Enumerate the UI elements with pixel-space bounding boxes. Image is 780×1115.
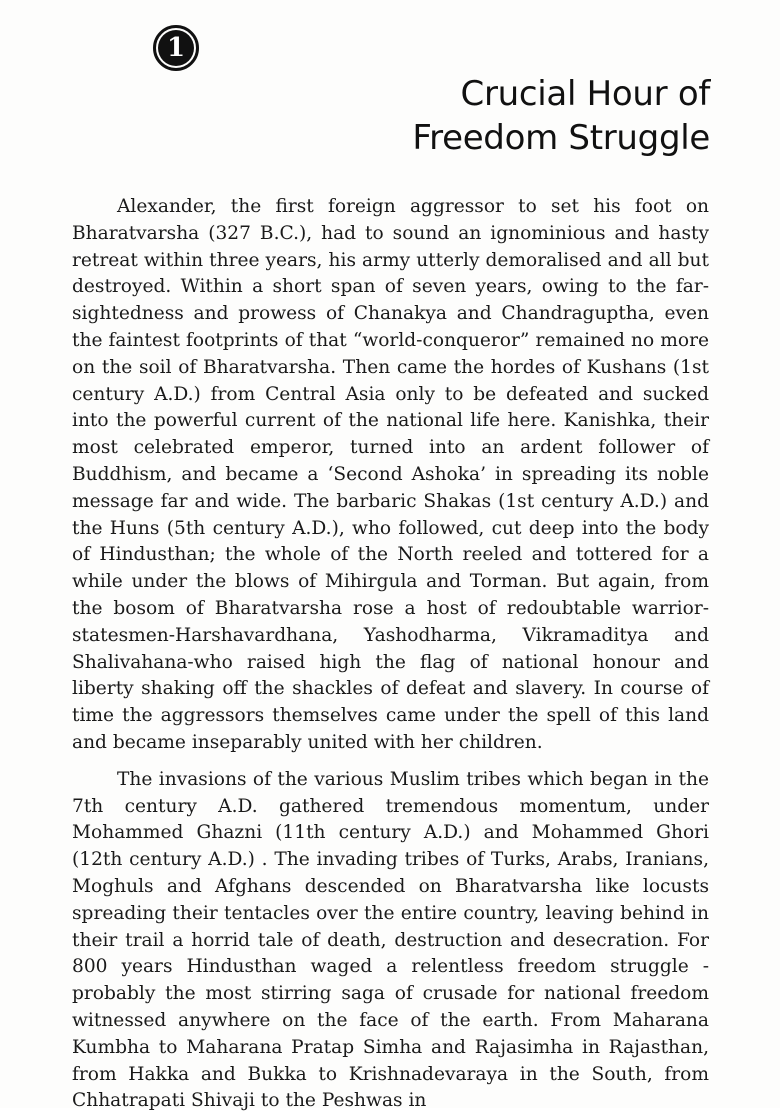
paragraph-2: The invasions of the various Muslim tribes which began in the 7th century A.D. gathered tremendous momentum, under Mohammed Ghazni (11th century A.D.) and Mohammed Ghori (12th century A.D.) . The invading tribes of Turks, Arabs, Iranians, Moghuls and Afghans descended on Bharatvarsha like locusts spreading their tentacles over the entire country, leaving behind in their trail a horrid tale of death, destruction and desecration. For 800 years Hindusthan waged a relentless freedom struggle - probably the most stirring saga of crusade for national freedom witnessed anywhere on the face of the earth. From Maharana Kumbha to Maharana Pratap Simha and Rajasimha in Rajasthan, from Hakka and Bukka to Krishnadevaraya in the South, from Chhatrapati Shivaji to the Peshwas in — [72, 768, 709, 1112]
chapter-number-badge — [153, 25, 199, 71]
paragraph-1: Alexander, the first foreign aggressor to set his foot on Bharatvarsha (327 B.C.), had to sound an ignominious and hasty retreat within three years, his army utterly demoralised and all but destroyed. Within a short span of seven years, owing to the far-sightedness and prowess of Chanakya and Chandraguptha, even the faintest footprints of that “world-conqueror” remained no more on the soil of Bharatvarsha. Then came the hordes of Kushans (1st century A.D.) from Central Asia only to be defeated and sucked into the powerful current of the national life here. Kanishka, their most celebrated emperor, turned into an ardent follower of Buddhism, and became a ‘Second Ashoka’ in spreading its noble message far and wide. The barbaric Shakas (1st century A.D.) and the Huns (5th century A.D.), who followed, cut deep into the body of Hindusthan; the whole of the North reeled and tottered for a while under the blows of Mihirgula and Torman. But again, from the bosom of Bharatvarsha rose a host of redoubtable warrior-statesmen-Harshavardhana, Yashodharma, Vikramaditya and Shalivahana-who raised high the flag of national honour and liberty shaking off the shackles of defeat and slavery. In course of time the aggressors themselves came under the spell of this land and became inseparably united with her children. — [72, 196, 709, 753]
chapter-title — [412, 72, 710, 160]
chapter-body — [72, 194, 709, 1115]
chapter-number: 1 — [158, 30, 194, 66]
chapter-title-line-2: Freedom Struggle — [412, 118, 710, 158]
chapter-title-line-1: Crucial Hour of — [460, 74, 710, 114]
